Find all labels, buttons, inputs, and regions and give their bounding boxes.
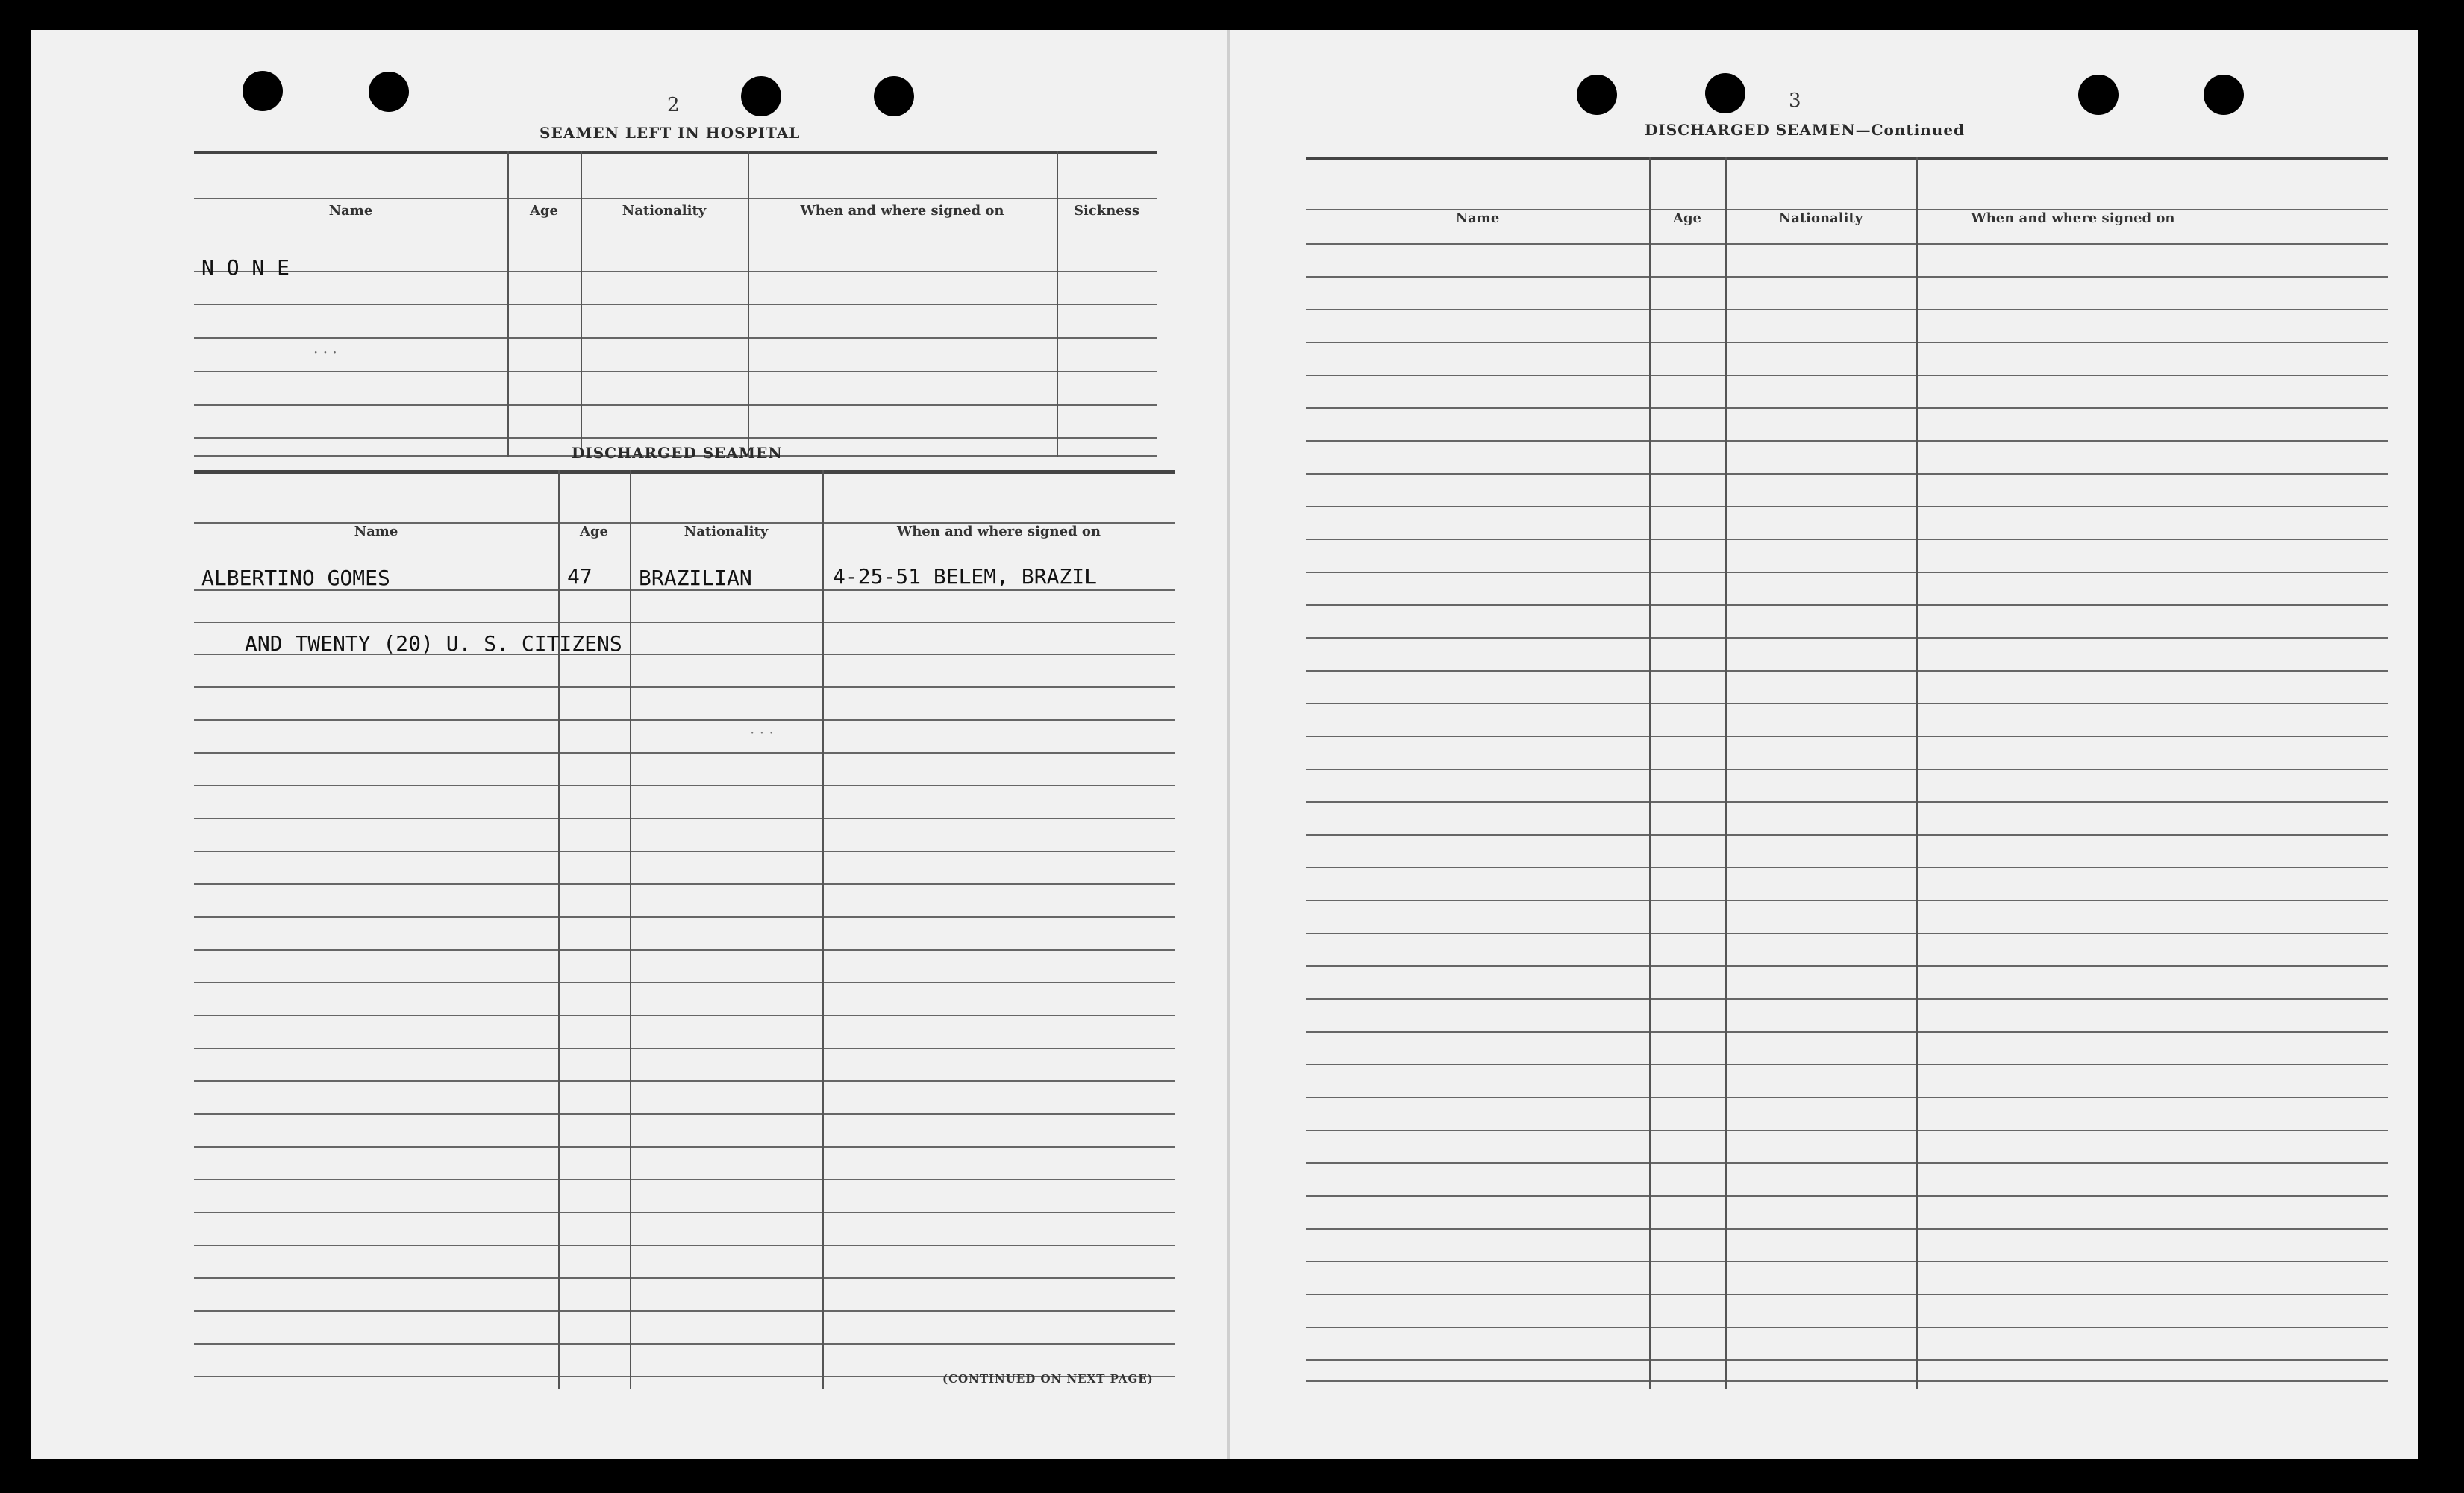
- column-header-signed-on: When and where signed on: [897, 524, 1101, 539]
- punch-hole: [874, 76, 914, 116]
- continued-footer: (CONTINUED ON NEXT PAGE): [942, 1372, 1154, 1386]
- discharged-table: Name Age Nationality When and where signed on ALBERTINO GOMES 47 BRAZILIAN 4-25-51 BELEM, BRAZIL AND TWENTY (20) U. S. CITIZENS · · ·: [194, 470, 1175, 1389]
- citizens-note: AND TWENTY (20) U. S. CITIZENS: [245, 631, 622, 656]
- column-header-name: Name: [354, 524, 398, 539]
- seaman-nationality: BRAZILIAN: [639, 566, 752, 590]
- discharged-continued-table: [1306, 157, 2388, 1389]
- discharged-heading: DISCHARGED SEAMEN: [572, 444, 783, 462]
- punch-hole: [2078, 75, 2119, 115]
- punch-hole: [1705, 73, 1745, 113]
- seaman-name: ALBERTINO GOMES: [201, 566, 390, 590]
- none-entry: N O N E: [201, 255, 290, 280]
- discharged-continued-heading: DISCHARGED SEAMEN—Continued: [1645, 121, 1966, 139]
- punch-hole: [741, 76, 781, 116]
- hospital-table: Name Age Nationality When and where signed on Sickness N O N E · · ·: [194, 151, 1157, 457]
- column-header-age: Age: [1672, 210, 1701, 226]
- column-header-name: Name: [328, 203, 373, 219]
- page-number: 3: [1789, 90, 1801, 112]
- column-header-nationality: Nationality: [1778, 210, 1863, 226]
- seaman-signed-on: 4-25-51 BELEM, BRAZIL: [833, 564, 1098, 589]
- punch-hole: [2204, 75, 2244, 115]
- right-page: [1230, 30, 2418, 1459]
- hospital-heading: SEAMEN LEFT IN HOSPITAL: [540, 124, 801, 142]
- left-page: [31, 30, 1230, 1459]
- punch-hole: [1577, 75, 1617, 115]
- punch-hole: [369, 72, 409, 112]
- column-header-signed-on: When and where signed on: [1971, 210, 2175, 226]
- column-header-nationality: Nationality: [622, 203, 707, 219]
- column-header-nationality: Nationality: [684, 524, 769, 539]
- page-number: 2: [667, 94, 680, 116]
- column-header-name: Name: [1455, 210, 1500, 226]
- column-header-age: Age: [579, 524, 608, 539]
- column-header-sickness: Sickness: [1073, 203, 1140, 219]
- column-header-age: Age: [529, 203, 558, 219]
- seaman-age: 47: [567, 564, 592, 589]
- column-header-signed-on: When and where signed on: [800, 203, 1004, 219]
- punch-hole: [243, 71, 283, 111]
